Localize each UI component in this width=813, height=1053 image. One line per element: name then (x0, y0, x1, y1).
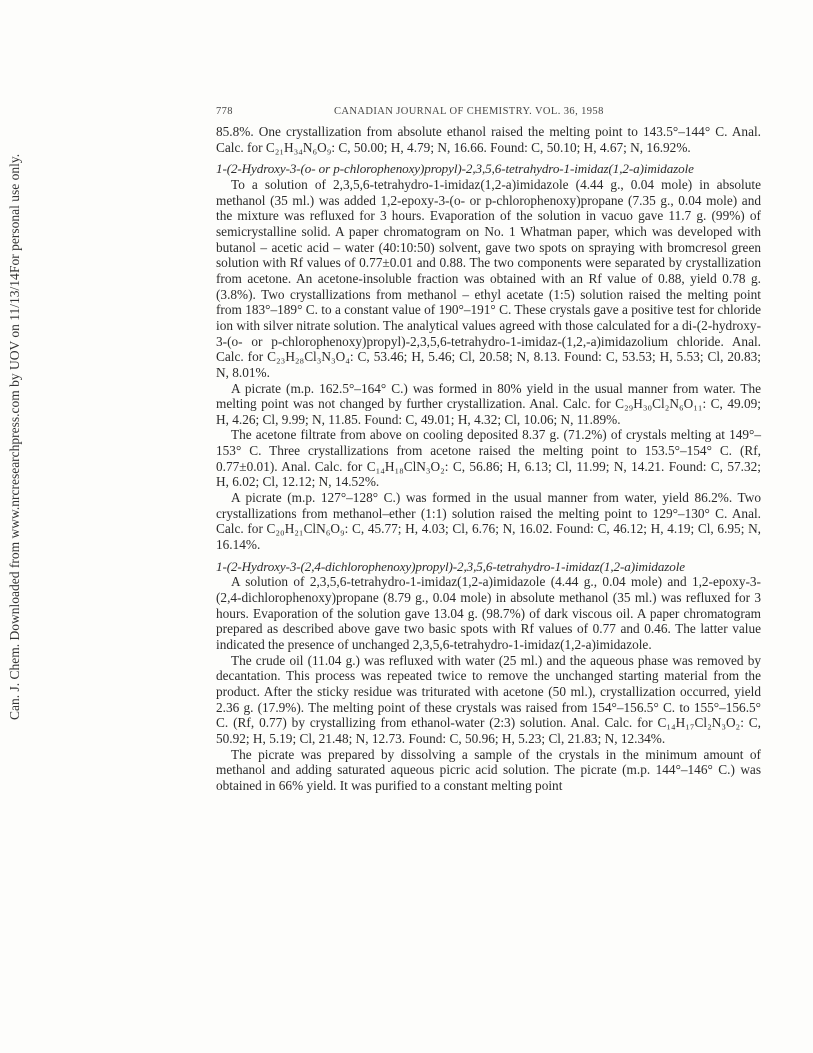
page-number: 778 (216, 106, 233, 117)
journal-page (216, 100, 761, 794)
section-heading: 1-(2-Hydroxy-3-(o- or p-chlorophenoxy)propyl)-2,3,5,6-tetrahydro-1-imidaz(1,2-a)imidazole (216, 161, 694, 177)
article-body (216, 124, 761, 794)
section-heading: 1-(2-Hydroxy-3-(2,4-dichlorophenoxy)propyl)-2,3,5,6-tetrahydro-1-imidaz(1,2-a)imidazole (216, 558, 685, 574)
journal-title: CANADIAN JOURNAL OF CHEMISTRY. VOL. 36, 1958 (334, 106, 604, 117)
paragraph: To a solution of 2,3,5,6-tetrahydro-1-imidaz(1,2-a)imidazole (4.44 g., 0.04 mole) in absolute methanol (35 ml.) was added 1,2-epoxy-3-(o- or p-chlorophenoxy)propane (7.35 g., 0.04 mole) and the mixture was refluxed for 3 hours. Evaporation of the solution in vacuo gave 11.7 g. (99%) of semicrystalline solid. A paper chromatogram on No. 1 Whatman paper, which was developed with butanol – acetic acid – water (40:10:50) solvent, gave two spots on spraying with bromcresol green solution with Rf values of 0.77±0.01 and 0.88. The two components were separated by crystallization from acetone. An acetone-insoluble fraction was obtained with an Rf value of 0.88, yield 0.78 g. (3.8%). Two crystallizations from methanol – ethyl acetate (1:5) solution raised the melting point from 183°–189° C. to a constant value of 190°–191° C. These crystals gave a positive test for chloride ion with silver nitrate solution. The analytical values agreed with those calculated for a di-(2-hydroxy-3-(o- or p-chlorophenoxy)propyl)-2,3,5,6-tetrahydro-1-imidaz-(1,2,-a)imidazolium chloride. Anal. Calc. for C₂₃H₂₈Cl₃N₃O₄: C, 53.46; H, 5.46; Cl, 20.58; N, 8.13. Found: C, 53.53; H, 5.53; Cl, 20.83; N, 8.01%. (216, 176, 761, 380)
download-notice-line2: For personal use only. (7, 154, 22, 274)
paragraph: The crude oil (11.04 g.) was refluxed with water (25 ml.) and the aqueous phase was removed by decantation. This process was repeated twice to remove the unchanged starting material from the product. After the sticky residue was triturated with acetone (50 ml.), crystallization occurred, yield 2.36 g. (17.9%). The melting point of these crystals was raised from 154°–156.5° C. to 155°–156.5° C. (Rf, 0.77) by crystallizing from ethanol-water (2:3) solution. Anal. Calc. for C₁₄H₁₇Cl₂N₃O₂: C, 50.92; H, 5.19; Cl, 21.48; N, 12.73. Found: C, 50.96; H, 5.23; Cl, 21.83; N, 12.34%. (216, 652, 761, 746)
paragraph: A solution of 2,3,5,6-tetrahydro-1-imidaz(1,2-a)imidazole (4.44 g., 0.04 mole) and 1,2-epoxy-3-(2,4-dichlorophenoxy)propane (8.79 g., 0.04 mole) in absolute methanol (35 ml.) was refluxed for 3 hours. Evaporation of the solution gave 13.04 g. (98.7%) of dark viscous oil. A paper chromatogram prepared as described above gave two basic spots with Rf values of 0.77 and 0.46. The latter value indicated the presence of unchanged 2,3,5,6-tetrahydro-1-imidaz(1,2-a)imidazole. (216, 574, 761, 652)
paragraph: A picrate (m.p. 162.5°–164° C.) was formed in 80% yield in the usual manner from water. The melting point was not changed by further crystallization. Anal. Calc. for C₂₉H₃₀Cl₂N₆O₁₁: C, 49.09; H, 4.26; Cl, 9.99; N, 11.85. Found: C, 49.01; H, 4.32; Cl, 10.06; N, 11.89%. (216, 380, 761, 427)
paragraph: The acetone filtrate from above on cooling deposited 8.37 g. (71.2%) of crystals melting at 149°–153° C. Three crystallizations from acetone raised the melting point to 153.5°–154° C. (Rf, 0.77±0.01). Anal. Calc. for C₁₄H₁₈ClN₃O₂: C, 56.86; H, 6.13; Cl, 11.99; N, 14.21. Found: C, 57.32; H, 6.02; Cl, 12.12; N, 14.52%. (216, 427, 761, 490)
download-notice (7, 154, 47, 720)
download-notice-line1: Can. J. Chem. Downloaded from www.nrcresearchpress.com by UOV on 11/13/14 (7, 273, 22, 720)
running-head (216, 100, 761, 124)
paragraph: The picrate was prepared by dissolving a sample of the crystals in the minimum amount of methanol and adding saturated aqueous picric acid solution. The picrate (m.p. 144°–146° C.) was obtained in 66% yield. It was purified to a constant melting point (216, 746, 761, 793)
paragraph: 85.8%. One crystallization from absolute ethanol raised the melting point to 143.5°–144° C. Anal. Calc. for C₂₁H₃₄N₆O₉: C, 50.00; H, 4.79; N, 16.66. Found: C, 50.10; H, 4.67; N, 16.92%. (216, 124, 761, 155)
paragraph: A picrate (m.p. 127°–128° C.) was formed in the usual manner from water, yield 86.2%. Two crystallizations from methanol–ether (1:1) solution raised the melting point to 129°–130° C. Anal. Calc. for C₂₀H₂₁ClN₆O₉: C, 45.77; H, 4.03; Cl, 6.76; N, 16.02. Found: C, 46.12; H, 4.19; Cl, 6.95; N, 16.14%. (216, 490, 761, 553)
download-notice-sidebar (0, 0, 40, 1053)
